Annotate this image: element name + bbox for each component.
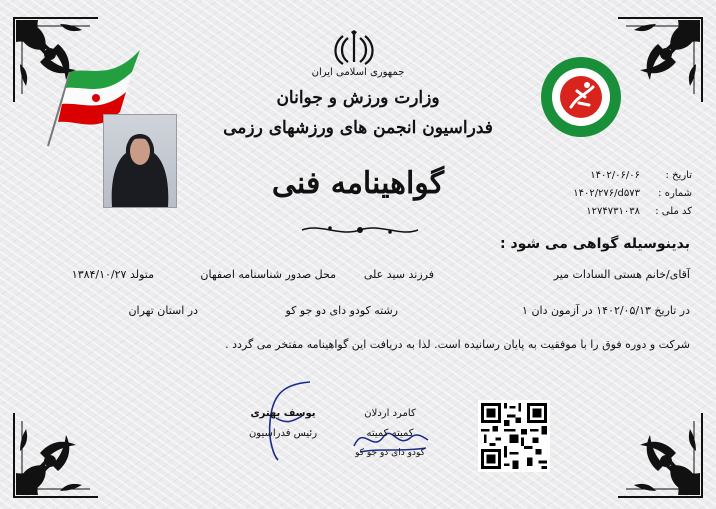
national-id-label: کد ملی :: [655, 206, 692, 217]
exam-date: در تاریخ ۱۴۰۲/۰۵/۱۳ در آزمون دان ۱: [522, 304, 690, 317]
date-label: تاریخ :: [665, 170, 692, 181]
issue-place: محل صدور شناسنامه اصفهان: [200, 268, 336, 281]
national-emblem-icon: [334, 30, 374, 68]
number-label: شماره :: [658, 188, 692, 199]
committee-subtitle: کودو دای دو جو کو: [355, 448, 425, 458]
ministry-label: وزارت ورزش و جوانان: [276, 88, 440, 108]
corner-ornament-bottom-right: [614, 409, 706, 501]
republic-label: جمهوری اسلامی ایران: [311, 67, 405, 78]
title-separator-ornament: [300, 223, 420, 237]
intro-text: بدینوسیله گواهی می شود :: [499, 236, 690, 252]
certificate-title: گواهینامه فنی: [271, 166, 445, 201]
president-signature: [262, 378, 318, 462]
completion-statement: شرکت و دوره فوق را با موفقیت به پایان رسانیده است. لذا به دریافت این گواهینامه مفتخر می گردد .: [225, 338, 690, 351]
applicant-name: آقای/خانم هستی السادات میر: [553, 268, 690, 281]
federation-logo: [541, 57, 621, 137]
date-value: ۱۴۰۲/۰۶/۰۶: [590, 170, 640, 181]
province: در استان تهران: [128, 304, 198, 317]
president-name: یوسف بهتری: [250, 408, 316, 419]
committee-title: کمیته کمیته: [366, 428, 414, 439]
committee-name: کامرد اردلان: [364, 408, 416, 419]
president-title: رئیس فدراسیون: [248, 428, 318, 439]
birth-date: متولد ۱۳۸۴/۱۰/۲۷: [71, 268, 154, 281]
qr-code: [478, 400, 550, 472]
discipline: رشته کودو دای دو جو کو: [285, 304, 398, 317]
national-id-value: ۱۲۷۴۷۳۱۰۳۸: [586, 206, 640, 217]
father-name: فرزند سید علی: [363, 268, 434, 281]
federation-label: فدراسیون انجمن های ورزشهای رزمی: [223, 118, 493, 138]
number-value: ۱۴۰۲/۲۷۶/d۵۷۳: [573, 188, 640, 199]
corner-ornament-bottom-left: [10, 409, 102, 501]
